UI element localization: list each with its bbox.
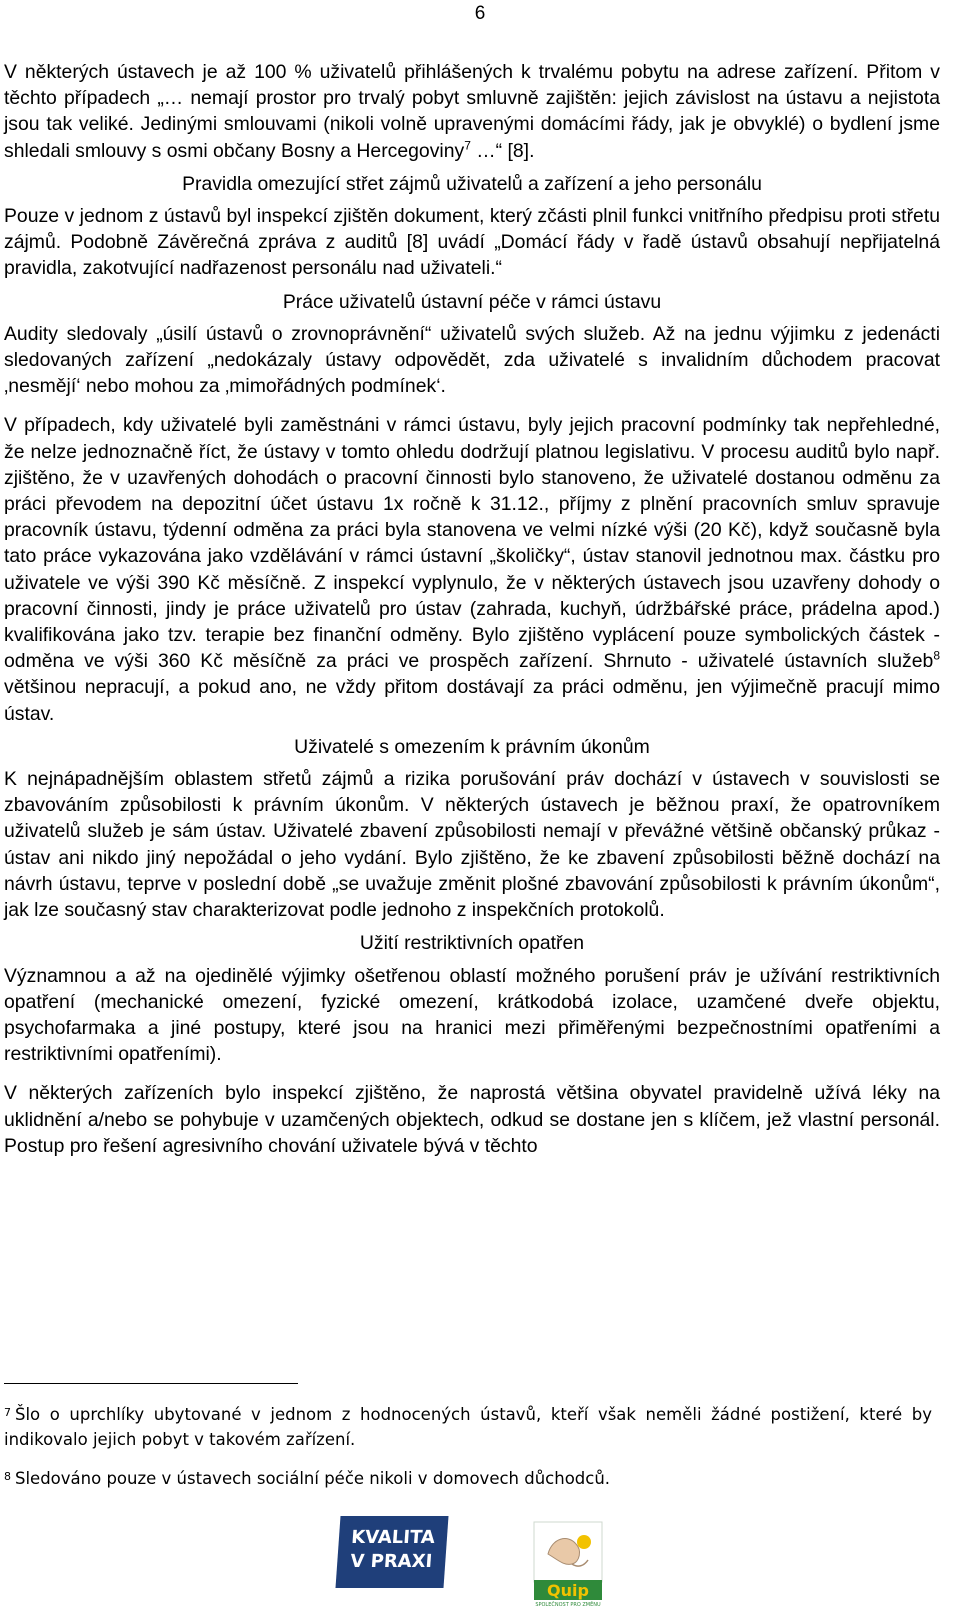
section-heading-work: Práce uživatelů ústavní péče v rámci ústavu — [282, 290, 662, 313]
paragraph-restrictive-measures: Významnou a až na ojedinělé výjimky ošetřenou oblastí možného porušení práv je užívání restriktivních opatření (mechanické omezení, fyzické omezení, krátkodobá izolace, uzamčené dveře objektu, psychofarmaka a jiné postupy, které jsou na hranici mezi přiměřenými bezpečnostními opatřeními a restriktivními opatřeními). — [4, 964, 940, 1066]
footnote-7: $^7$ Šlo o uprchlíky ubytované v jednom z hodnocených ústavů, kteří však neměli žádné postižení, které by indikovalo jejich pobyt v takovém zařízení. — [4, 1405, 932, 1449]
footer-logos — [0, 1516, 960, 1608]
section-heading-conflict-rules: Pravidla omezující střet zájmů uživatelů a zařízení a jeho personálu — [182, 172, 762, 195]
paragraph-restrictive-facilities: V některých zařízeních bylo inspekcí zjištěno, že naprostá většina obyvatel pravidelně užívá léky na uklidnění a/nebo se pohybuje v uzamčených objektech, odkud se dostane jen s klíčem, jež vlastní personál. Postup pro řešení agresivního chování uživatele bývá v těchto — [4, 1082, 940, 1157]
quip-sun-icon — [577, 1535, 591, 1549]
paragraph-conflict-rules: Pouze v jednom z ústavů byl inspekcí zjištěn dokument, který zčásti plnil funkci vnitřního předpisu proti střetu zájmů. Podobně Závěrečná zpráva z auditů [8] uvádí „Domácí řády v řadě ústavů obsahují nepřijatelná pravidla, zakotvující nadřazenost personálu nad uživateli.“ — [4, 205, 940, 280]
quip-logo — [532, 1520, 604, 1608]
footnote-8: $^8$ Sledováno pouze v ústavech sociální péče nikoli v domovech důchodců. — [4, 1469, 611, 1488]
kvalita-v-praxi-logo: KVALITA V PRAXI — [335, 1516, 448, 1588]
footnote-divider — [4, 1383, 298, 1384]
intro-paragraph: V některých ústavech je až 100 % uživatelů přihlášených k trvalému pobytu na adrese zařízení. Přitom v těchto případech „… nemají prostor pro trvalý pobyt smluvně zajištěn: jejich závislost na ústavu a nejistota jsou tak veliké. Jedinými smlouvami (nikoli volně upravenými domácími řády, jak je obvyklé) o bydlení jsme shledali smlouvy s osmi občany Bosny a Hercegoviny$^7$ …“ [8]. — [4, 61, 940, 162]
svg-text:Quip: Quip — [547, 1581, 589, 1600]
footnote-ref-7: 7 — [464, 138, 471, 153]
paragraph-work-conditions: V případech, kdy uživatelé byli zaměstnáni v rámci ústavu, byly jejich pracovní podmínky tak nepřehledné, že nelze jednoznačně říct, že ústavy v tomto ohledu dodržují platnou legislativu. V procesu auditů bylo např. zjištěno, že v uzavřených dohodách o pracovní činnosti bylo stanoveno, že uživatelé dostanou odměnu za práci převodem na depozitní účet ústavu 1x ročně k 31.12., příjmy z plnění pracovních smluv spravuje pracovník ústavu, týdenní odměna za práci byla stanovena ve velmi nízké výši (20 Kč), když současně byla tato práce vykazována jako vzdělávání v rámci ústavní „školičky“, ústav stanovil jednotnou max. částku pro uživatele ve výši 390 Kč měsíčně. Z inspekcí vyplynulo, že v některých ústavech jsou uzavřeny dohody o pracovní činnosti, jindy je práce uživatelů pro ústav (zahrada, kuchyň, údržbářské práce, prádelna apod.) kvalifikována jako tzv. terapie bez finanční odměny. Bylo zjištěno vyplácení pouze symbolických částek - odměna ve výši 360 Kč měsíčně za práci ve prospěch zařízení. Shrnuto - uživatelé ústavních služeb$^8$ většinou nepracují, a pokud ano, ne vždy přitom dostávají za práci odměnu, jen výjimečně pracují mimo ústav. — [4, 414, 940, 725]
svg-text:SPOLEČNOST PRO ZMĚNU: SPOLEČNOST PRO ZMĚNU — [535, 1602, 601, 1608]
paragraph-work-audits: Audity sledovaly „úsilí ústavů o zrovnoprávnění“ uživatelů svých služeb. Až na jednu výjimku z jedenácti sledovaných zařízení „nedokázaly ústavy odpovědět, zda uživatelé s invalidním důchodem pracovat ‚nesmějí‘ nebo mohou za ‚mimořádných podmínek‘. — [4, 322, 940, 398]
section-heading-legal-capacity: Uživatelé s omezením k právním úkonům — [294, 735, 650, 758]
footnote-ref-8: 8 — [933, 648, 940, 663]
section-heading-restrictive-measures: Užití restriktivních opatřen — [359, 932, 585, 955]
paragraph-legal-capacity: K nejnápadnějším oblastem střetů zájmů a rizika porušování práv dochází v ústavech v souvislosti se zbavováním způsobilosti k právním úkonům. V některých ústavech je běžnou praxí, že opatrovníkem uživatelů služeb je sám ústav. Uživatelé zbavení způsobilosti nemají v převážné většině občanský průkaz - ústav ani nikdo jiný nepožádal o jeho vydání. Bylo zjištěno, že ke zbavení způsobilosti běžně dochází na návrh ústavu, teprve v poslední době „se uvažuje změnit plošné zbavování způsobilosti k právním úkonům“, jak lze současný stav charakterizovat podle jednoho z inspekčních protokolů. — [4, 768, 940, 922]
footnotes — [4, 1400, 932, 1503]
page-number: 6 — [474, 3, 486, 24]
document-body — [4, 59, 940, 1159]
